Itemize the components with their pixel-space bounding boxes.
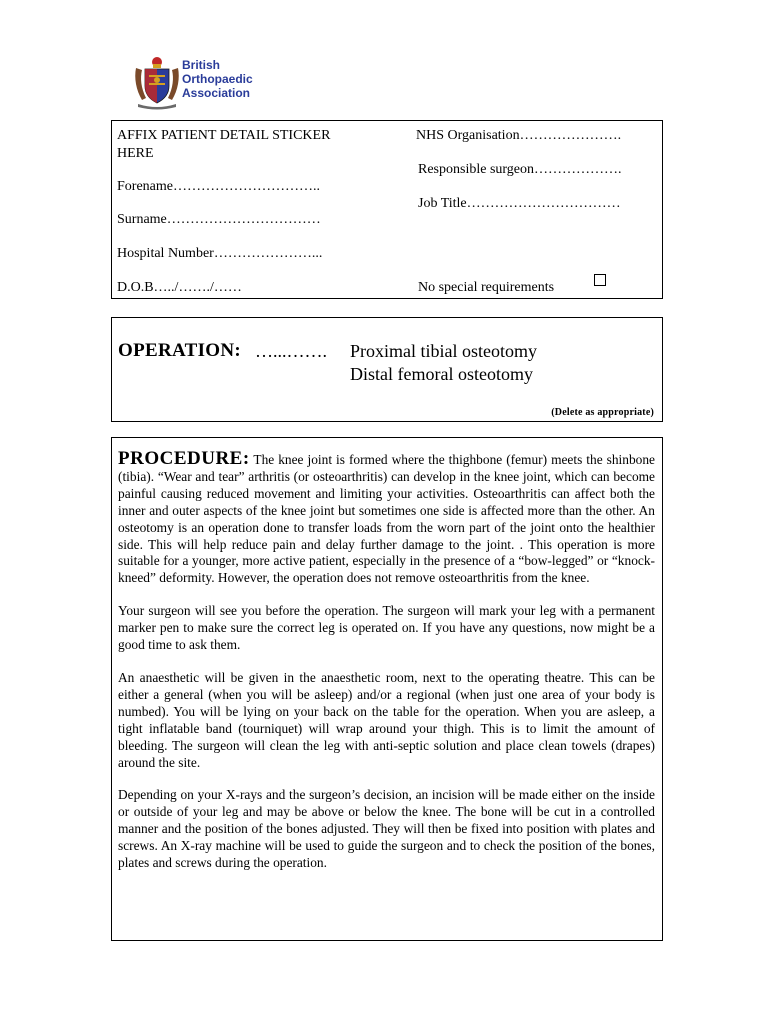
sticker-label-line1: AFFIX PATIENT DETAIL STICKER [117,128,331,143]
logo-line-british: British [182,58,221,72]
forename-field[interactable]: Forename………………………….. [117,179,320,194]
procedure-paragraph-4: Depending on your X-rays and the surgeon’s decision, an incision will be made either on the inside or outside of your leg and may be above or below the knee. The bone will be cut in a controlled manner and the position of the bones adjusted. They will then be fixed into position with plates and screws. An X-ray machine will be used to guide the surgeon and to check the position of the bones, plates and screws during the operation. [118,787,655,871]
operation-option-proximal-tibial[interactable]: Proximal tibial osteotomy [350,341,537,361]
job-title-field[interactable]: Job Title…………………………… [418,196,621,211]
procedure-text [118,448,655,888]
operation-label: OPERATION: [118,340,241,361]
responsible-surgeon-field[interactable]: Responsible surgeon………………. [418,162,622,177]
hospital-number-field[interactable]: Hospital Number…………………... [117,246,323,261]
surname-field[interactable]: Surname…………………………… [117,212,321,227]
special-requirements-label: No special requirements [418,280,555,295]
logo-line-association: Association [182,86,251,100]
procedure-paragraph-1-text: The knee joint is formed where the thighbone (femur) meets the shinbone (tibia). “Wear and tear” arthritis (or osteoarthritis) can develop in the knee joint, which can become painful causing reduced movement and limiting your activities. Osteoarthritis can affect both the inner and outer aspects of the knee joint but sometimes one side is affected more than the other. An osteotomy is an operation done to transfer loads from the worn part of the joint onto the healthier side. This will help reduce pain and delay further damage to the joint. . This operation is more suitable for a younger, more active patient, especially in the presence of a “bow-legged” or “knock-kneed” deformity. However, the operation does not remove osteoarthritis from the knee. [118,452,655,586]
logo-line-orthopaedic: Orthopaedic [182,72,253,86]
procedure-paragraph-3: An anaesthetic will be given in the anaesthetic room, next to the operating theatre. This can be either a general (when you will be asleep) and/or a regional (when just one area of your body is numbed). You will be lying on your back on the table for the operation. When you are asleep, a tight inflatable band (tourniquet) will wrap around your thigh. This is to limit the amount of bleeding. The surgeon will clean the leg with anti-septic solution and place clean towels (drapes) around the site. [118,669,655,770]
procedure-paragraph-1 [118,448,655,587]
coat-of-arms-icon [132,54,182,110]
sticker-label-line2: HERE [117,146,154,161]
special-requirements-checkbox[interactable] [594,274,606,286]
dob-field[interactable]: D.O.B…../……./…… [117,280,242,295]
operation-option-distal-femoral[interactable]: Distal femoral osteotomy [350,364,533,384]
procedure-heading: PROCEDURE: [118,448,250,469]
procedure-paragraph-2: Your surgeon will see you before the operation. The surgeon will mark your leg with a permanent marker pen to make sure the correct leg is operated on. If you have any questions, now might be a good time to ask them. [118,603,655,653]
delete-as-appropriate-note: (Delete as appropriate) [551,407,654,418]
nhs-organisation-field[interactable]: NHS Organisation…………………. [416,128,622,143]
boa-logo [132,54,282,110]
logo-wordmark [182,58,253,100]
operation-dots: …...……. [255,341,327,361]
